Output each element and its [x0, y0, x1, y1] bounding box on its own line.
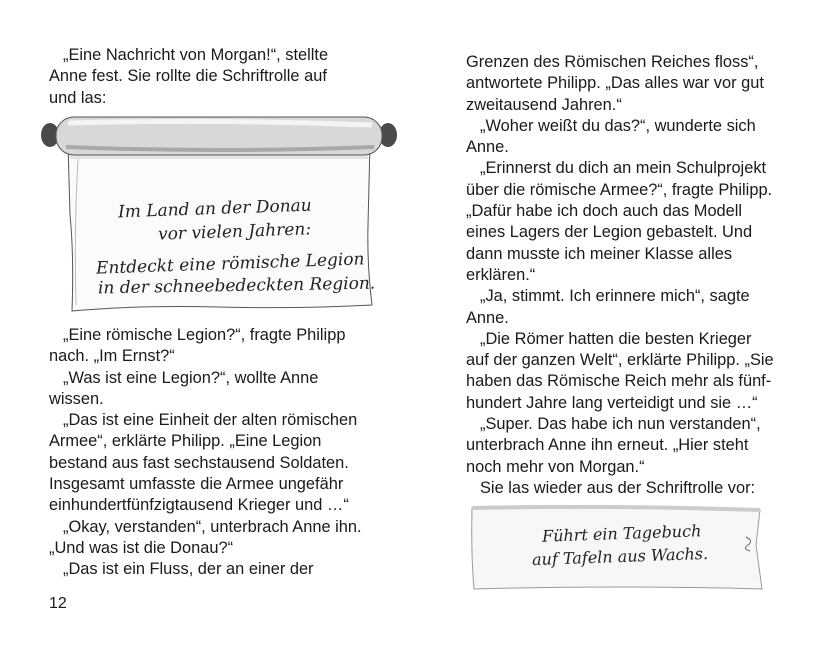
text-line: eines Lagers der Legion gebastelt. Und [466, 223, 753, 242]
text-line: Insgesamt umfasste die Armee ungefähr [49, 475, 344, 494]
left-column-body [49, 325, 379, 581]
note-line: Führt ein Tagebuch [541, 521, 702, 546]
text-line: Armee“, erklärte Philipp. „Eine Legion [49, 432, 322, 451]
text-line: „Was ist eine Legion?“, wollte Anne [63, 368, 319, 387]
left-column-intro [49, 45, 379, 109]
text-line: einhundertfünfzigtausend Krieger und …“ [49, 496, 349, 515]
text-line: Anne fest. Sie rollte die Schriftrolle auf [49, 67, 327, 86]
text-line: „Okay, verstanden“, unterbrach Anne ihn. [63, 517, 362, 536]
text-line: „Super. Das habe ich nun verstanden“, [480, 415, 761, 434]
text-line: „Dafür habe ich doch auch das Modell [466, 202, 743, 221]
text-line: Anne. [466, 138, 509, 157]
text-line: dann musste ich meiner Klasse alles [466, 244, 733, 263]
text-line: Anne. [466, 308, 509, 327]
page-number: 12 [49, 595, 67, 612]
scroll-line: in der schneebedeckten Region. [97, 273, 376, 299]
text-line: „Woher weißt du das?“, wunderte sich [480, 116, 756, 135]
text-line: Sie las wieder aus der Schriftrolle vor: [480, 478, 756, 497]
text-line: „Das ist eine Einheit der alten römischen [63, 411, 358, 430]
text-line: „Eine römische Legion?“, fragte Philipp [63, 326, 346, 344]
text-line: noch mehr von Morgan.“ [466, 457, 645, 476]
text-line: „Die Römer hatten die besten Krieger [480, 329, 752, 348]
text-line: Grenzen des Römischen Reiches floss“, [466, 53, 759, 71]
text-line: erklären.“ [466, 265, 536, 284]
text-line: „Eine Nachricht von Morgan!“, stellte [63, 46, 329, 64]
text-line: hundert Jahre lang verteidigt und sie …“ [466, 393, 758, 412]
text-line: „Erinnerst du dich an mein Schulprojekt [480, 159, 767, 178]
note-line: auf Tafeln aus Wachs. [531, 543, 709, 570]
right-column [466, 52, 796, 499]
text-line: „Das ist ein Fluss, der an einer der [63, 560, 314, 579]
scroll-line: Im Land an der Donau [117, 195, 313, 223]
text-line: „Ja, stimmt. Ich erinnere mich“, sagte [480, 287, 750, 306]
text-line: auf der ganzen Welt“, erklärte Philipp. „Sie [466, 351, 774, 370]
text-line: wissen. [49, 389, 104, 408]
text-line: antwortete Philipp. „Das alles war vor gut [466, 74, 764, 93]
scroll-line: vor vielen Jahren: [157, 219, 312, 245]
text-line: haben das Römische Reich mehr als fünf- [466, 372, 772, 391]
text-line: zweitausend Jahren.“ [466, 95, 622, 114]
text-line: nach. „Im Ernst?“ [49, 347, 175, 366]
text-line: über die römische Armee?“, fragte Philipp. [466, 180, 773, 199]
text-line: und las: [49, 88, 107, 107]
text-line: bestand aus fast sechstausend Soldaten. [49, 453, 349, 472]
text-line: „Und was ist die Donau?“ [49, 538, 234, 557]
text-line: unterbrach Anne ihn erneut. „Hier steht [466, 436, 749, 455]
scroll-line: Entdeckt eine römische Legion [95, 249, 365, 279]
